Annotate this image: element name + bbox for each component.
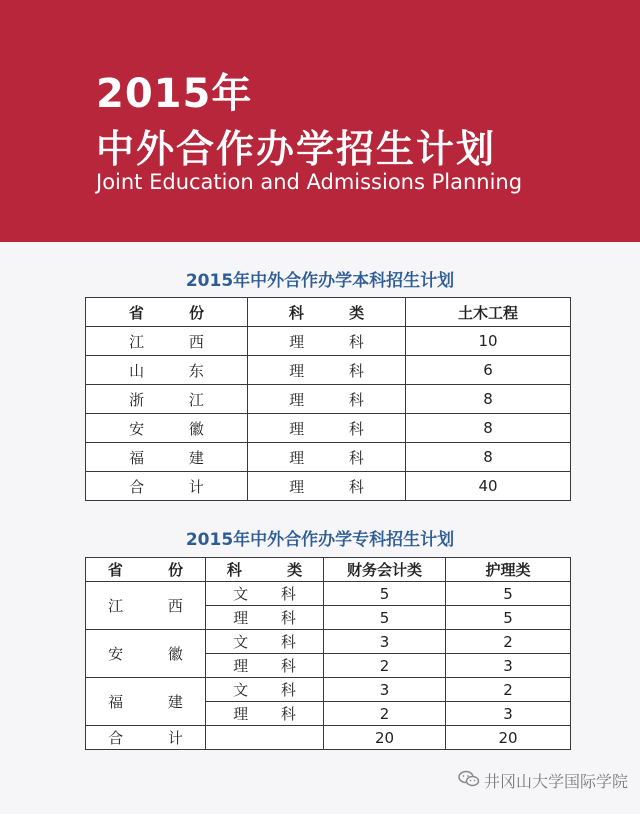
province-cell: 安 徽 — [86, 414, 248, 443]
category-cell: 理 科 — [248, 356, 406, 385]
table-row-total — [86, 726, 571, 750]
nursing-cell: 3 — [446, 702, 571, 726]
table-row — [86, 327, 571, 356]
undergrad-table-title: 2015年中外合作办学本科招生计划 — [185, 271, 455, 291]
header-finance-accounting: 财务会计类 — [324, 558, 446, 582]
table-row — [86, 443, 571, 472]
table-row — [86, 630, 571, 654]
undergrad-table — [85, 297, 571, 501]
category-cell: 理 科 — [248, 327, 406, 356]
header-banner — [0, 0, 640, 242]
category-cell: 理 科 — [248, 443, 406, 472]
college-table-title: 2015年中外合作办学专科招生计划 — [185, 530, 455, 550]
table-header-row — [86, 558, 571, 582]
watermark-text: 井冈山大学国际学院 — [483, 772, 628, 791]
finance-cell: 3 — [324, 630, 446, 654]
nursing-cell: 20 — [446, 726, 571, 750]
count-cell: 8 — [406, 385, 571, 414]
category-cell: 理 科 — [206, 606, 324, 630]
province-cell: 江 西 — [86, 582, 206, 630]
province-cell: 浙 江 — [86, 385, 248, 414]
table-row — [86, 678, 571, 702]
finance-cell: 5 — [324, 606, 446, 630]
category-cell: 理 科 — [206, 702, 324, 726]
header-category: 科 类 — [206, 558, 324, 582]
header-category: 科 类 — [248, 298, 406, 327]
province-cell: 福 建 — [86, 443, 248, 472]
category-cell: 理 科 — [248, 472, 406, 501]
header-year: 2015年 — [96, 71, 253, 117]
college-table — [85, 557, 571, 750]
category-cell: 理 科 — [248, 385, 406, 414]
nursing-cell: 5 — [446, 582, 571, 606]
province-cell: 福 建 — [86, 678, 206, 726]
category-cell: 文 科 — [206, 582, 324, 606]
province-cell: 安 徽 — [86, 630, 206, 678]
province-cell: 江 西 — [86, 327, 248, 356]
header-title: 中外合作办学招生计划 — [96, 127, 497, 171]
province-cell: 合 计 — [86, 472, 248, 501]
count-cell: 10 — [406, 327, 571, 356]
category-cell — [206, 726, 324, 750]
category-cell: 理 科 — [248, 414, 406, 443]
nursing-cell: 5 — [446, 606, 571, 630]
table-row — [86, 582, 571, 606]
table-row-total — [86, 472, 571, 501]
header-province: 省 份 — [86, 558, 206, 582]
province-cell: 合 计 — [86, 726, 206, 750]
watermark — [458, 769, 628, 792]
count-cell: 8 — [406, 443, 571, 472]
category-cell: 理 科 — [206, 654, 324, 678]
header-civil-engineering: 土木工程 — [406, 298, 571, 327]
header-province: 省 份 — [86, 298, 248, 327]
table-row — [86, 385, 571, 414]
table-row — [86, 356, 571, 385]
finance-cell: 5 — [324, 582, 446, 606]
table-header-row — [86, 298, 571, 327]
wechat-icon — [458, 770, 480, 792]
header-nursing: 护理类 — [446, 558, 571, 582]
nursing-cell: 2 — [446, 630, 571, 654]
count-cell: 40 — [406, 472, 571, 501]
count-cell: 8 — [406, 414, 571, 443]
category-cell: 文 科 — [206, 678, 324, 702]
finance-cell: 3 — [324, 678, 446, 702]
category-cell: 文 科 — [206, 630, 324, 654]
table-row — [86, 414, 571, 443]
nursing-cell: 3 — [446, 654, 571, 678]
finance-cell: 20 — [324, 726, 446, 750]
header-subtitle: Joint Education and Admissions Planning — [96, 170, 523, 194]
finance-cell: 2 — [324, 654, 446, 678]
nursing-cell: 2 — [446, 678, 571, 702]
province-cell: 山 东 — [86, 356, 248, 385]
count-cell: 6 — [406, 356, 571, 385]
finance-cell: 2 — [324, 702, 446, 726]
